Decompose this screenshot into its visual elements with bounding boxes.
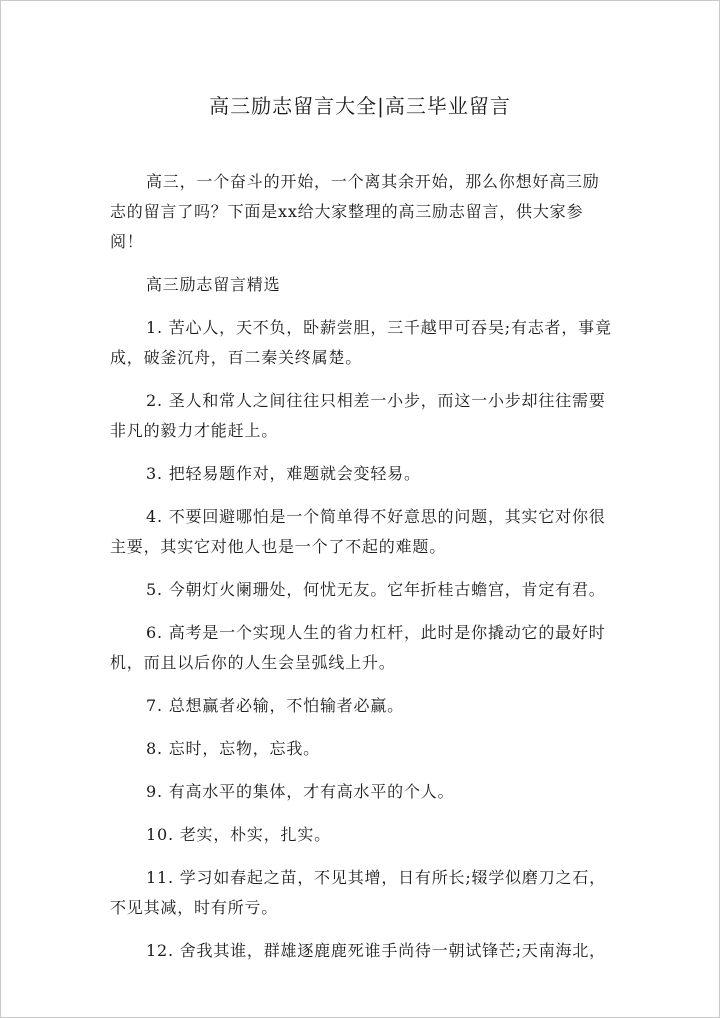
intro-paragraph: 高三，一个奋斗的开始，一个离其余开始，那么你想好高三励志的留言了吗？下面是xx给大家整理的高三励志留言，供大家参阅！ bbox=[110, 172, 600, 251]
list-item: 11. 学习如春起之苗，不见其增，日有所长;辍学似磨刀之石，不见其减，时有所亏。 bbox=[110, 868, 606, 917]
list-item: 2. 圣人和常人之间往往只相差一小步，而这一小步却往往需要非凡的毅力才能赶上。 bbox=[110, 391, 606, 440]
section-heading: 高三励志留言精选 bbox=[146, 275, 281, 294]
list-item: 8. 忘时，忘物，忘我。 bbox=[146, 739, 320, 758]
list-item: 5. 今朝灯火阑珊处，何忧无友。它年折桂古蟾宫，肯定有君。 bbox=[146, 580, 606, 599]
document-body bbox=[110, 167, 613, 966]
list-item: 4. 不要回避哪怕是一个简单得不好意思的问题，其实它对你很主要，其实它对他人也是一个了不起的难题。 bbox=[110, 507, 606, 556]
list-item: 6. 高考是一个实现人生的省力杠杆，此时是你撬动它的最好时机，而且以后你的人生会呈弧线上升。 bbox=[110, 623, 606, 672]
list-item: 1. 苦心人，天不负，卧薪尝胆，三千越甲可吞吴;有志者，事竟成，破釜沉舟，百二秦关终属楚。 bbox=[110, 318, 612, 367]
list-item: 7. 总想赢者必输，不怕输者必赢。 bbox=[146, 696, 404, 715]
list-item: 10. 老实，朴实，扎实。 bbox=[146, 825, 331, 844]
list-item: 3. 把轻易题作对，难题就会变轻易。 bbox=[146, 464, 421, 483]
document-title: 高三励志留言大全|高三毕业留言 bbox=[209, 94, 511, 118]
list-item: 9. 有高水平的集体，才有高水平的个人。 bbox=[146, 782, 455, 801]
list-item: 12. 舍我其谁，群雄逐鹿鹿死谁手尚待一朝试锋芒;天南海北， bbox=[146, 941, 606, 960]
